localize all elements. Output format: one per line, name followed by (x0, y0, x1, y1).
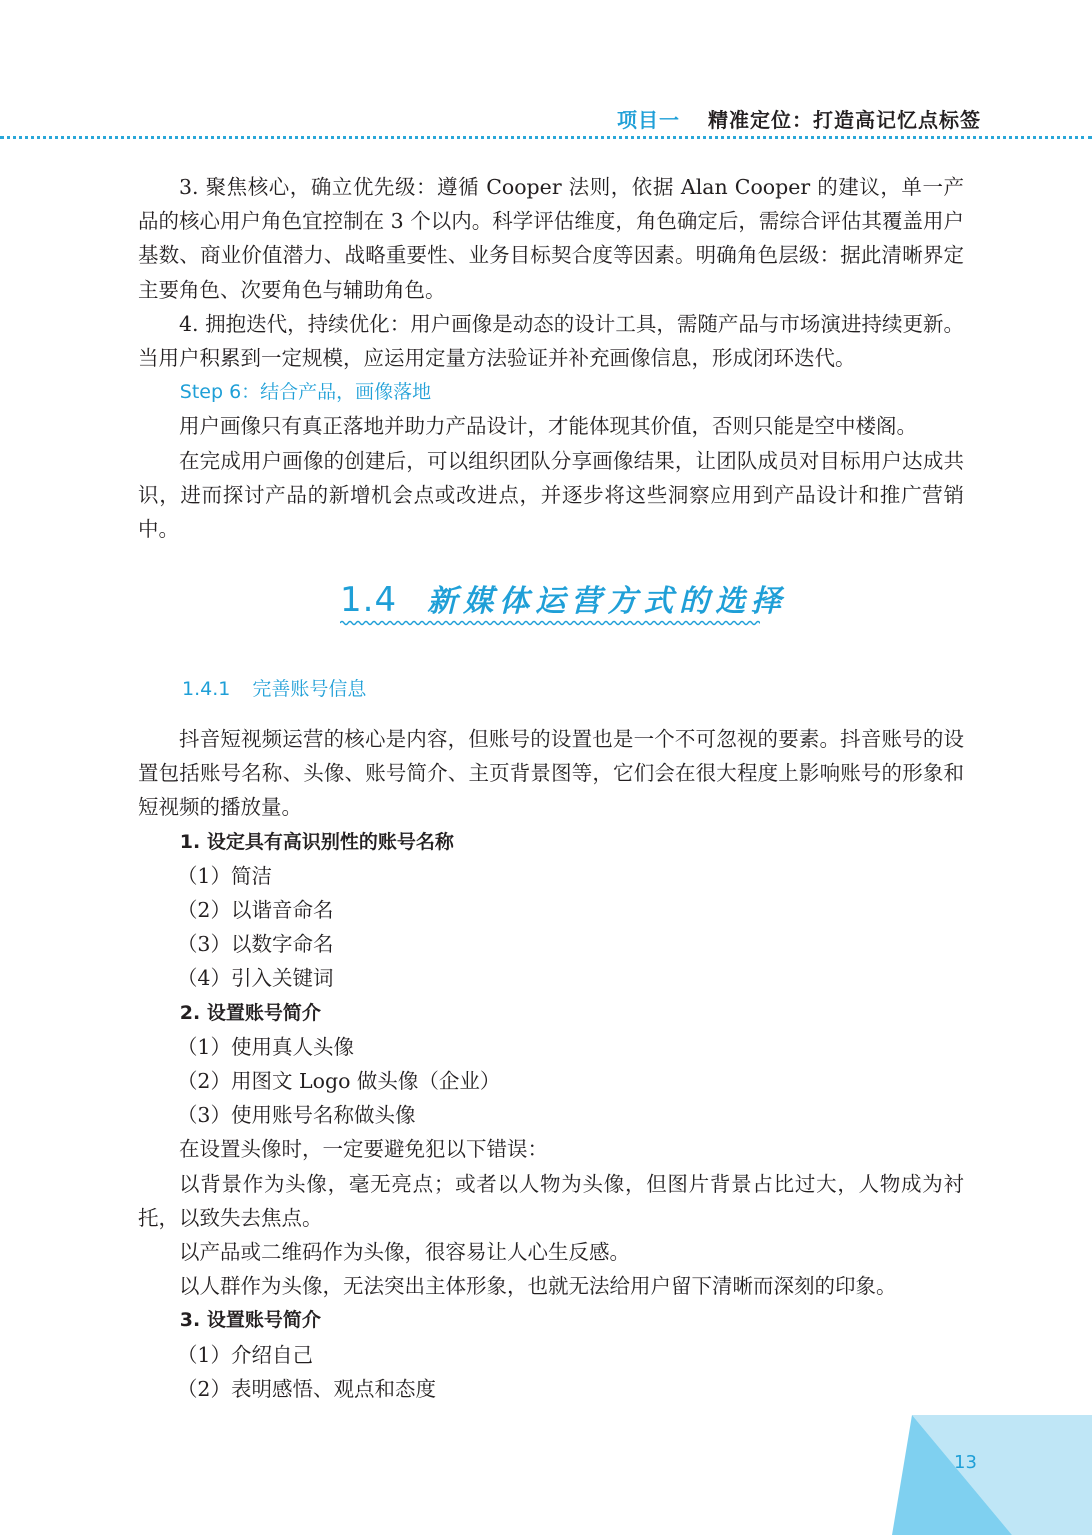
list-item: （3）以数字命名 (176, 932, 334, 957)
header-project-label: 项目一 (617, 108, 680, 132)
list-item: （2）用图文 Logo 做头像（企业） (176, 1069, 501, 1094)
paragraph-avoid-3: 以人群作为头像，无法突出主体形象，也就无法给用户留下清晰而深刻的印象。 (179, 1274, 897, 1299)
list-item: （4）引入关键词 (176, 966, 334, 991)
paragraph-step6-1: 用户画像只有真正落地并助力产品设计，才能体现其价值，否则只能是空中楼阁。 (179, 414, 917, 439)
section-wave-underline (340, 618, 760, 628)
paragraph-intro: 抖音短视频运营的核心是内容，但账号的设置也是一个不可忽视的要素。抖音账号的设置包括账号名称、头像、账号简介、主页背景图等，它们会在很大程度上影响账号的形象和短视频的播放量。 (138, 727, 964, 820)
running-header (617, 104, 981, 133)
heading-avatar: 2. 设置账号简介 (179, 1001, 321, 1024)
list-item: （1）简洁 (176, 863, 272, 888)
list-item: （2）表明感悟、观点和态度 (176, 1376, 436, 1401)
header-chapter-title: 精准定位：打造高记忆点标签 (708, 108, 981, 132)
list-item: （2）以谐音命名 (176, 898, 334, 923)
paragraph-avoid-1: 以背景作为头像，毫无亮点；或者以人物为头像，但图片背景占比过大，人物成为衬托，以致失去焦点。 (138, 1171, 964, 1230)
heading-account-bio: 3. 设置账号简介 (179, 1309, 321, 1332)
section-number: 1.4 (340, 580, 398, 620)
heading-account-name: 1. 设定具有高识别性的账号名称 (179, 830, 454, 853)
paragraph-cooper-rule: 3. 聚焦核心，确立优先级：遵循 Cooper 法则，依据 Alan Cooper 的建议，单一产品的核心用户角色宜控制在 3 个以内。科学评估维度，角色确定后，需综合评估其覆盖用户基数、商业价值潜力、战略重要性、业务目标契合度等因素。明确角色层级：据此清晰界定主要角色、次要角色与辅助角色。 (138, 175, 964, 302)
paragraph-iteration: 4. 拥抱迭代，持续优化：用户画像是动态的设计工具，需随产品与市场演进持续更新。当用户积累到一定规模，应运用定量方法验证并补充画像信息，形成闭环迭代。 (138, 311, 964, 371)
section-heading (340, 576, 788, 620)
step6-heading: Step 6：结合产品，画像落地 (179, 381, 432, 404)
paragraph-avoid-intro: 在设置头像时，一定要避免犯以下错误： (179, 1137, 548, 1162)
subsection-title: 完善账号信息 (252, 678, 367, 700)
page-corner-decoration (892, 1415, 1092, 1535)
body-text-block (138, 722, 964, 1406)
top-text-block (138, 170, 964, 546)
list-item: （3）使用账号名称做头像 (176, 1103, 416, 1128)
subsection-heading (182, 674, 366, 701)
paragraph-avoid-2: 以产品或二维码作为头像，很容易让人心生反感。 (179, 1240, 630, 1265)
header-divider (0, 136, 1092, 139)
list-item: （1）介绍自己 (176, 1342, 313, 1367)
subsection-number: 1.4.1 (182, 678, 231, 700)
paragraph-step6-2: 在完成用户画像的创建后，可以组织团队分享画像结果，让团队成员对目标用户达成共识，进而探讨产品的新增机会点或改进点，并逐步将这些洞察应用到产品设计和推广营销中。 (138, 448, 964, 542)
section-title: 新媒体运营方式的选择 (427, 584, 788, 619)
page-number: 13 (954, 1452, 977, 1473)
list-item: （1）使用真人头像 (176, 1034, 354, 1059)
